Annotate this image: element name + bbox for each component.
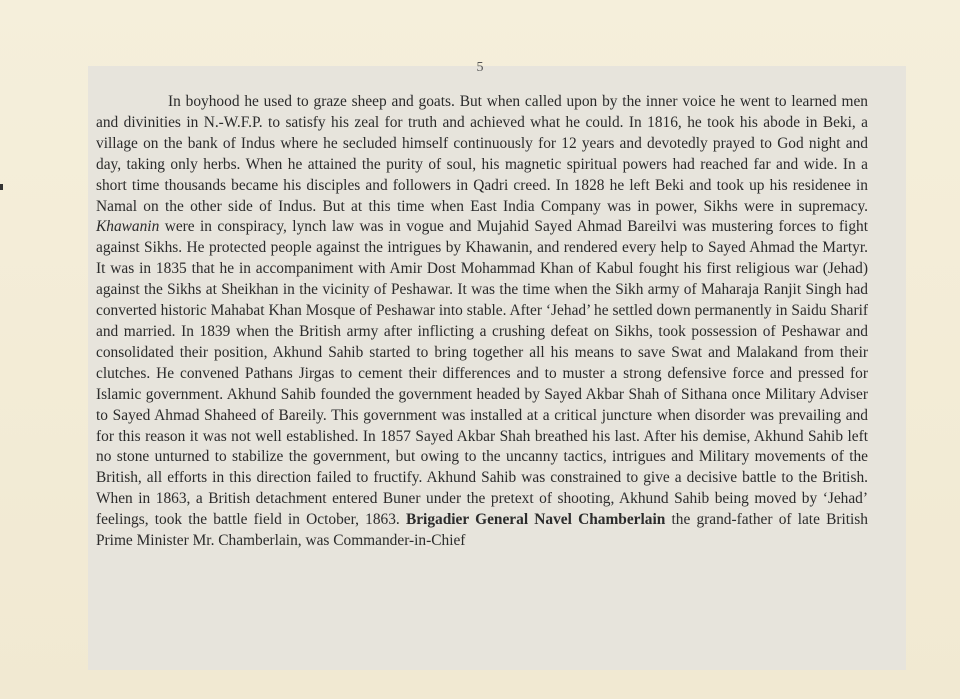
paragraph-text-part-1: In boyhood he used to graze sheep and goats. But when called upon by the inner voice he went to learned men and divinities in N.-W.F.P. to satisfy his zeal for truth and achieved what he could. In 1816, he took his abode in Beki, a village on the bank of Indus where he secluded himself continuously for 12 years and devotedly prayed to God night and day, taking only herbs. When he attained the purity of soul, his magnetic spiritual powers had reached far and wide. In a short time thousands became his disciples and followers in Qadri creed. In 1828 he left Beki and took up his residenee in Namal on the other side of Indus. But at this time when East India Company was in power, Sikhs were in supremacy.: [96, 93, 868, 215]
paragraph-text-part-2: were in conspiracy, lynch law was in vogue and Mujahid Sayed Ahmad Bareilvi was mustering forces to fight against Sikhs. He protected people against the intrigues by Khawanin, and rendered every help to Sayed Ahmad the Martyr. It was in 1835 that he in accompaniment with Amir Dost Mohammad Khan of Kabul fought his first religious war (Jehad) against the Sikhs at Sheikhan in the vicinity of Peshawar. It was the time when the Sikh army of Maharaja Ranjit Singh had converted historic Mahabat Khan Mosque of Peshawar into stable. After ‘Jehad’ he settled down permanently in Saidu Sharif and married. In 1839 when the British army after inflicting a crushing defeat on Sikhs, took possession of Peshawar and consolidated their position, Akhund Sahib started to bring together all his means to save Swat and Malakand from their clutches. He convened Pathans Jirgas to cement their differences and to muster a strong defensive force and pressed for Islamic government. Akhund Sahib founded the government headed by Sayed Akbar Shah of Sithana once Military Adviser to Sayed Ahmad Shaheed of Bareily. This government was installed at a critical juncture when disorder was prevailing and for this reason it was not well established. In 1857 Sayed Akbar Shah breathed his last. After his demise, Akhund Sahib left no stone unturned to stabilize the government, but owing to the uncanny tactics, intrigues and Military movements of the British, all efforts in this direction failed to fructify. Akhund Sahib was constrained to give a decisive battle to the British. When in 1863, a British detachment entered Buner under the pretext of shooting, Akhund Sahib being moved by ‘Jehad’ feelings, took the battle field in October, 1863.: [96, 218, 868, 529]
paragraph-text-part-3: the grand-father of late British Prime Minister Mr. Chamberlain, was Commander-in-Chief: [96, 511, 868, 550]
bold-name: Brigadier General Navel Chamberlain: [405, 511, 666, 529]
page-number: 5: [476, 60, 484, 75]
italic-term: Khawanin: [96, 218, 160, 236]
body-paragraph: [96, 92, 868, 552]
binding-edge-mark: [0, 184, 3, 190]
